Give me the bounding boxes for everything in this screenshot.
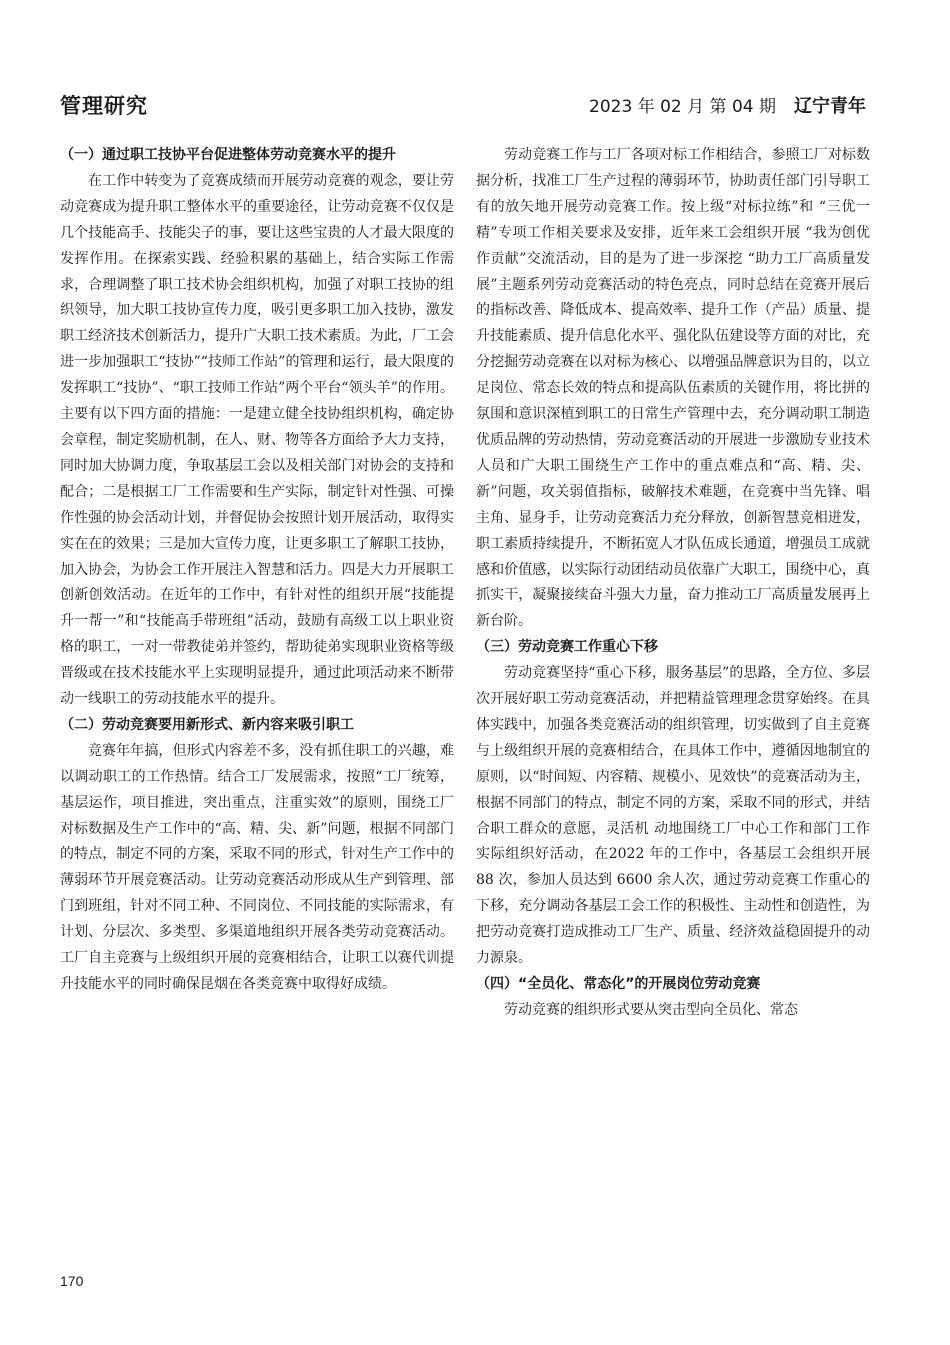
paragraph: 劳动竞赛坚持“重心下移，服务基层”的思路，全方位、多层次开展好职工劳动竞赛活动，并把精益管理理念贯穿始终。在具体实践中，加强各类竞赛活动的组织管理，切实做到了自主竞赛与上级组织开展的竞赛相结合，在具体工作中，遵循因地制宜的原则，以“时间短、内容精、规模小、见效快”的竞赛活动为主，根据不同部门的特点，制定不同的方案，采取不同的形式，并结合职工群众的意愿，灵活机 动地围绕工厂中心工作和部门工作实际组织好活动，在2022 年的工作中，各基层工会组织开展 88 次，参加人员达到 6600 余人次，通过劳动竞赛工作重心的下移，充分调动各基层工会工作的积极性、主动性和创造性，为把劳动竞赛打造成推动工厂生产、质量、经济效益稳固提升的动力源泉。 bbox=[476, 665, 870, 967]
paragraph: 劳动竞赛工作与工厂各项对标工作相结合，参照工厂对标数据分析，找准工厂生产过程的薄弱环节，协助责任部门引导职工有的放矢地开展劳动竞赛工作。按上级“对标拉练”和 “三优一精”专项工作相关要求及安排，近年来工会组织开展 “我为创优作贡献”交流活动，目的是为了进一步深挖 “助力工厂高质量发展”主题系列劳动竞赛活动的特色亮点，同时总结在竞赛开展后的指标改善、降低成本、提高效率、提升工作（产品）质量、提升技能素质、提升信息化水平、强化队伍建设等方面的对比，充分挖掘劳动竞赛在以对标为核心、以增强品牌意识为目的，以立足岗位、常态长效的特点和提高队伍素质的关键作用，将比拼的氛围和意识深植到职工的日常生产管理中去，充分调动职工制造优质品牌的劳动热情，劳动竞赛活动的开展进一步激励专业技术人员和广大职工围绕生产工作中的重点难点和“高、精、尖、新”问题，攻关弱值指标，破解技术难题，在竞赛中当先锋、唱主角、显身手，让劳动竞赛活力充分释放，创新智慧竞相迸发，职工素质持续提升，不断拓宽人才队伍成长通道，增强员工成就感和价值感，以实际行动团结动员依靠广大职工，围绕中心，真抓实干，凝聚接续奋斗强大力量，奋力推动工厂高质量发展再上新台阶。 bbox=[476, 147, 870, 630]
section-heading-4: （四）“全员化、常态化”的开展岗位劳动竞赛 bbox=[476, 976, 761, 992]
paragraph: 竞赛年年搞，但形式内容差不多，没有抓住职工的兴趣，难以调动职工的工作热情。结合工厂发展需求，按照“工厂统筹，基层运作，项目推进，突出重点，注重实效”的原则，围绕工厂对标数据及生产工作中的“高、精、尖、新”问题，根据不同部门的特点，制定不同的方案，采取不同的形式，针对生产工作中的薄弱环节开展竞赛活动。让劳动竞赛活动形成从生产到管理、部门到班组，针对不同工种、不同岗位、不同技能的实际需求，有计划、分层次、多类型、多渠道地组织开展各类劳动竞赛活动。工厂自主竞赛与上级组织开展的竞赛相结合，让职工以赛代训提升技能水平的同时确保昆烟在各类竞赛中取得好成绩。 bbox=[60, 742, 454, 992]
journal-name: 辽宁青年 bbox=[794, 96, 866, 117]
section-title: 管理研究 bbox=[60, 94, 148, 118]
section-heading-2: （二）劳动竞赛要用新形式、新内容来吸引职工 bbox=[60, 716, 354, 733]
paragraph: 劳动竞赛的组织形式要从突击型向全员化、常态 bbox=[504, 1001, 798, 1018]
page-number: 170 bbox=[60, 1273, 84, 1289]
left-column bbox=[60, 143, 454, 998]
right-column bbox=[476, 143, 870, 1024]
issue-date: 2023 年 02 月 第 04 期 bbox=[589, 97, 776, 117]
issue-info bbox=[589, 92, 866, 118]
section-heading-3: （三）劳动竞赛工作重心下移 bbox=[476, 639, 658, 656]
paragraph: 在工作中转变为了竞赛成绩而开展劳动竞赛的观念，要让劳动竞赛成为提升职工整体水平的重要途径，让劳动竞赛不仅仅是几个技能高手、技能尖子的事，要让这些宝贵的人才最大限度的发挥作用。在探索实践、经验积累的基础上，结合实际工作需求，合理调整了职工技术协会组织机构，加强了对职工技协的组织领导，加大职工技协宣传力度，吸引更多职工加入技协，激发职工经济技术创新活力，提升广大职工技术素质。为此，厂工会进一步加强职工“技协”“技师工作站”的管理和运行，最大限度的发挥职工“技协”、“职工技师工作站”两个平台“领头羊”的作用。主要有以下四方面的措施：一是建立健全技协组织机构，确定协会章程，制定奖励机制，在人、财、物等各方面给予大力支持，同时加大协调力度，争取基层工会以及相关部门对协会的支持和配合；二是根据工厂工作需要和生产实际，制定针对性强、可操作性强的协会活动计划，并督促协会按照计划开展活动，取得实实在在的效果；三是加大宣传力度，让更多职工了解职工技协，加入协会，为协会工作开展注入智慧和活力。四是大力开展职工创新创效活动。在近年的工作中，有针对性的组织开展“技能提升一帮一”和“技能高手带班组”活动，鼓励有高级工以上职业资格的职工，一对一带教徒弟并签约，帮助徒弟实现职业资格等级晋级或在技术技能水平上实现明显提升，通过此项活动来不断带动一线职工的劳动技能水平的提升。 bbox=[60, 172, 454, 708]
section-heading-1: （一）通过职工技协平台促进整体劳动竞赛水平的提升 bbox=[60, 147, 396, 163]
